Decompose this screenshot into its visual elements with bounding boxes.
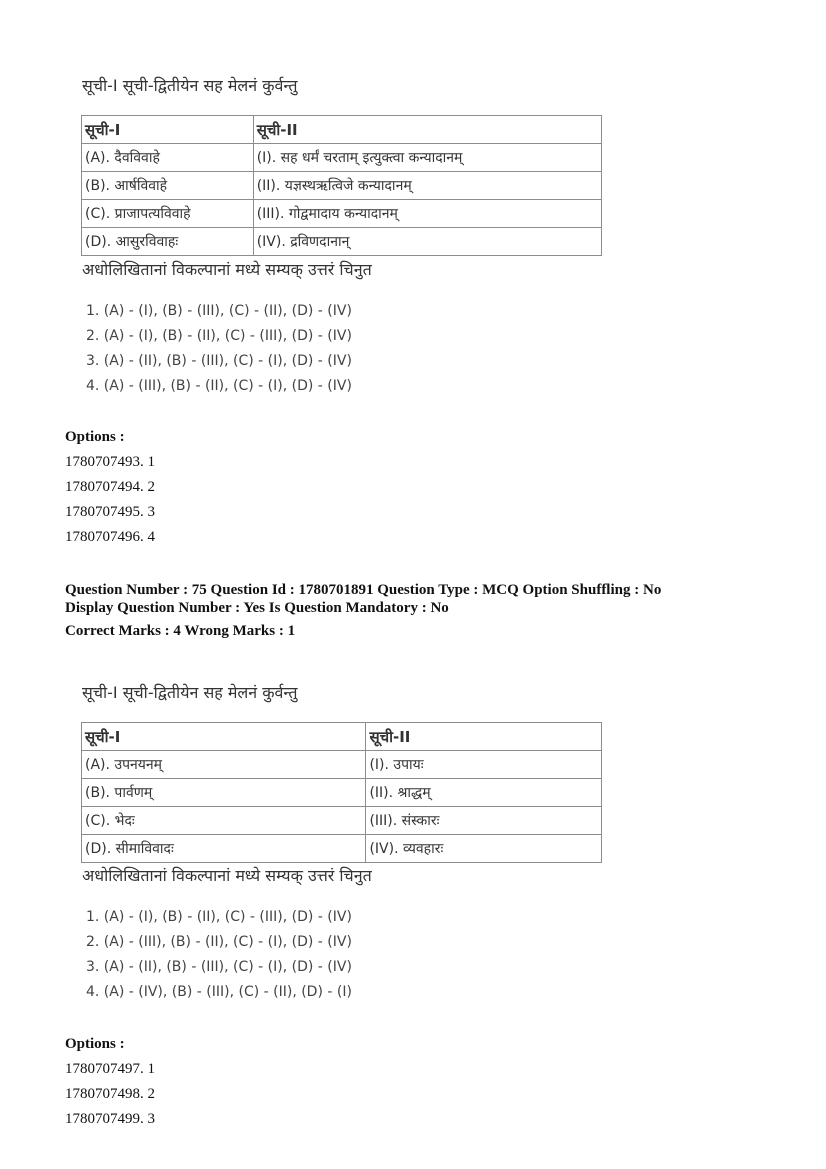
table-cell: (A). उपनयनम् xyxy=(82,751,366,779)
table-cell: (IV). व्यवहारः xyxy=(366,835,602,863)
table-cell: (A). दैवविवाहे xyxy=(82,144,254,172)
choice-item: 1. (A) - (I), (B) - (III), (C) - (II), (D) - (IV) xyxy=(86,303,352,319)
choice-item: 2. (A) - (III), (B) - (II), (C) - (I), (D) - (IV) xyxy=(86,934,352,950)
choice-item: 3. (A) - (II), (B) - (III), (C) - (I), (D) - (IV) xyxy=(86,959,352,975)
table-header-list1: सूची-I xyxy=(82,723,366,751)
table-cell: (C). प्राजापत्यविवाहे xyxy=(82,200,254,228)
table-cell: (C). भेदः xyxy=(82,807,366,835)
q74-options-label: Options : xyxy=(65,429,125,445)
table-row xyxy=(82,172,602,200)
option-item: 1780707496. 4 xyxy=(65,529,155,545)
q75-meta-line1: Question Number : 75 Question Id : 1780701891 Question Type : MCQ Option Shuffling : No xyxy=(65,582,662,598)
table-row xyxy=(82,228,602,256)
q75-meta-line2: Display Question Number : Yes Is Question Mandatory : No xyxy=(65,600,449,616)
table-header-list2: सूची-II xyxy=(366,723,602,751)
option-item: 1780707497. 1 xyxy=(65,1061,155,1077)
table-row xyxy=(82,200,602,228)
table-row xyxy=(82,144,602,172)
option-item: 1780707495. 3 xyxy=(65,504,155,520)
q75-marks: Correct Marks : 4 Wrong Marks : 1 xyxy=(65,623,296,639)
table-cell: (II). श्राद्धम् xyxy=(366,779,602,807)
q75-instruction: सूची-I सूची-द्वितीयेन सह मेलनं कुर्वन्तु xyxy=(82,683,298,702)
q75-options-label: Options : xyxy=(65,1036,125,1052)
table-cell: (I). उपायः xyxy=(366,751,602,779)
choice-item: 3. (A) - (II), (B) - (III), (C) - (I), (D) - (IV) xyxy=(86,353,352,369)
table-cell: (D). आसुरविवाहः xyxy=(82,228,254,256)
table-cell: (III). गोद्वमादाय कन्यादानम् xyxy=(253,200,601,228)
choice-item: 1. (A) - (I), (B) - (II), (C) - (III), (D) - (IV) xyxy=(86,909,352,925)
table-row xyxy=(82,751,602,779)
table-header-list2: सूची-II xyxy=(253,116,601,144)
q74-options-list xyxy=(65,450,155,550)
q74-choice-list xyxy=(86,299,352,399)
table-row xyxy=(82,807,602,835)
choice-item: 4. (A) - (III), (B) - (II), (C) - (I), (D) - (IV) xyxy=(86,378,352,394)
q75-match-table xyxy=(81,722,602,863)
table-cell: (B). आर्षविवाहे xyxy=(82,172,254,200)
table-cell: (I). सह धर्मं चरताम् इत्युक्त्वा कन्यादानम् xyxy=(253,144,601,172)
q74-prompt: अधोलिखितानां विकल्पानां मध्ये सम्यक् उत्तरं चिनुत xyxy=(82,260,372,279)
choice-item: 2. (A) - (I), (B) - (II), (C) - (III), (D) - (IV) xyxy=(86,328,352,344)
table-cell: (B). पार्वणम् xyxy=(82,779,366,807)
q75-prompt: अधोलिखितानां विकल्पानां मध्ये सम्यक् उत्तरं चिनुत xyxy=(82,866,372,885)
q75-options-list xyxy=(65,1057,155,1132)
q75-choice-list xyxy=(86,905,352,1005)
option-item: 1780707494. 2 xyxy=(65,479,155,495)
q74-instruction: सूची-I सूची-द्वितीयेन सह मेलनं कुर्वन्तु xyxy=(82,76,298,95)
table-header-row xyxy=(82,116,602,144)
q74-match-table xyxy=(81,115,602,256)
table-header-list1: सूची-I xyxy=(82,116,254,144)
table-row xyxy=(82,835,602,863)
table-row xyxy=(82,779,602,807)
choice-item: 4. (A) - (IV), (B) - (III), (C) - (II), (D) - (I) xyxy=(86,984,352,1000)
table-header-row xyxy=(82,723,602,751)
table-cell: (III). संस्कारः xyxy=(366,807,602,835)
table-cell: (IV). द्रविणदानान् xyxy=(253,228,601,256)
option-item: 1780707499. 3 xyxy=(65,1111,155,1127)
option-item: 1780707493. 1 xyxy=(65,454,155,470)
option-item: 1780707498. 2 xyxy=(65,1086,155,1102)
table-cell: (D). सीमाविवादः xyxy=(82,835,366,863)
table-cell: (II). यज्ञस्थऋत्विजे कन्यादानम् xyxy=(253,172,601,200)
